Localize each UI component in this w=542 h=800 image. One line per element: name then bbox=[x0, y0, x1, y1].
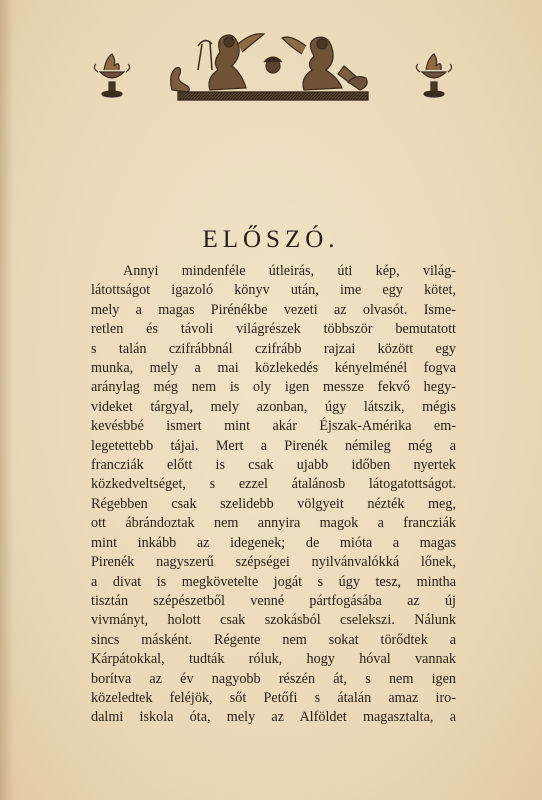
text-line: ott ábrándoztak nem annyira magok a francziák bbox=[91, 515, 456, 532]
text-line: közeledtek feléjök, sőt Petőfi s átalán amaz iro- bbox=[91, 689, 456, 706]
text-line: s talán czifrábbnál czifrább rajzai között egy bbox=[91, 340, 456, 357]
text-line: videket tárgyal, mely azonban, úgy látszik, mégis bbox=[91, 398, 456, 415]
page-edge-shadow bbox=[0, 0, 14, 800]
text-line: Pirenék nagyszerű szépségei nyilvánvalókká lőnek, bbox=[91, 554, 456, 571]
text-line: a divat is megkövetelte jogát s úgy tesz, mintha bbox=[91, 573, 456, 590]
text-line: látottságot igazoló könyv után, ime egy kötet, bbox=[91, 282, 456, 299]
body-text bbox=[91, 262, 456, 728]
text-line: sincs másként. Régente nem sokat törődtek a bbox=[91, 631, 456, 648]
text-line: retlen és távoli világrészek többször bemutatott bbox=[91, 321, 456, 338]
text-line: borítva az év nagyobb részén át, s nem igen bbox=[91, 670, 456, 687]
text-line: tisztán szépészetből venné pártfogásába az új bbox=[91, 592, 456, 609]
text-line: francziák előtt is csak ujabb időben nyertek bbox=[91, 457, 456, 474]
text-line: Annyi mindenféle útleirás, úti kép, világ- bbox=[123, 263, 456, 279]
text-line: Régebben csak szelidebb völgyeit nézték meg, bbox=[91, 495, 456, 512]
text-line: aránylag még nem is oly igen messze fekvő hegy- bbox=[91, 379, 456, 396]
text-line: dalmi iskola óta, mely az Alföldet magasztalta, a bbox=[91, 709, 456, 726]
text-line: legetettebb tájai. Mert a Pirenék némileg még a bbox=[91, 437, 456, 454]
classical-ornament-icon bbox=[92, 22, 454, 108]
text-line: vivmányt, holott csak szokásból cselekszi. Nálunk bbox=[91, 612, 456, 629]
text-line: kevésbbé ismert mint akár Éjszak-Amérika em- bbox=[91, 418, 456, 435]
text-line: mely a magas Pirénékbe vezeti az olvasót. Isme- bbox=[91, 301, 456, 318]
text-line: közkedveltséget, s ezzel átalánosb látogatottságot. bbox=[91, 476, 456, 493]
chapter-title: ELŐSZÓ. bbox=[202, 226, 340, 253]
text-line: munka, mely a mai közlekedés kényelménél fogva bbox=[91, 360, 456, 377]
text-line: Kárpátokkal, tudták róluk, hogy hóval vannak bbox=[91, 651, 456, 668]
text-line: mint inkább az idegenek; de mióta a magas bbox=[91, 534, 456, 551]
